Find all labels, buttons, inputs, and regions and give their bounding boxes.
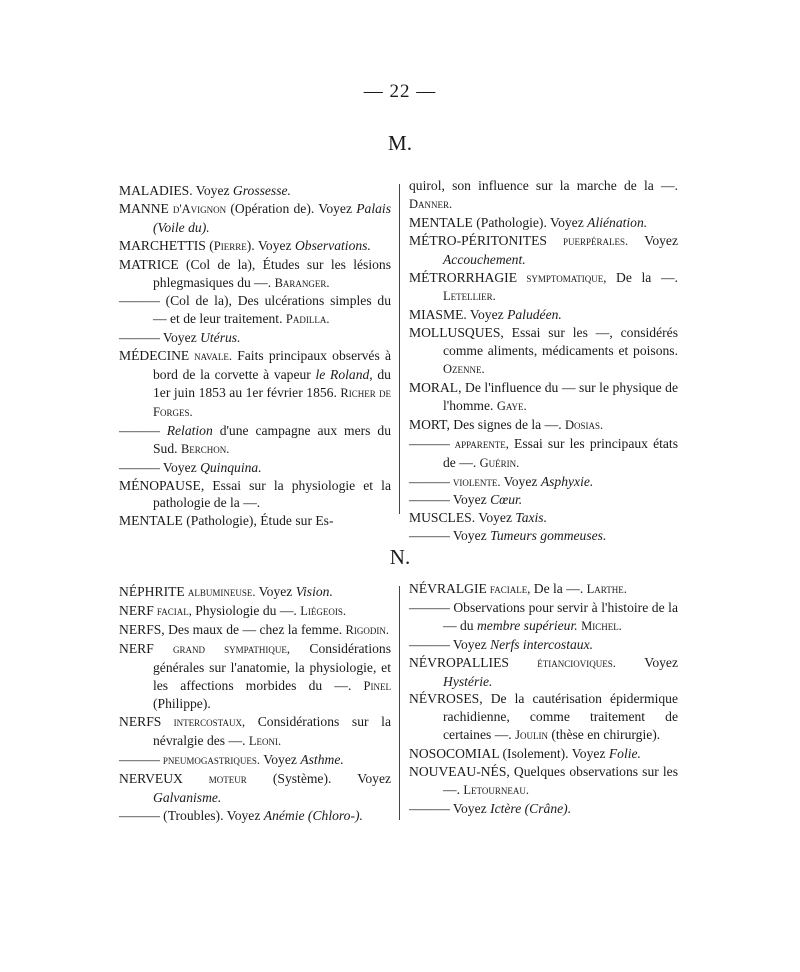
entry-text: Des signes de la —. (449, 416, 566, 432)
entry-author: Rigodin. (345, 622, 389, 637)
entry-headword: MARCHETTIS (119, 237, 206, 253)
entry-text: (Col de la), Des ulcérations simples du — et de leur traitement. (153, 293, 391, 327)
index-entry (119, 751, 391, 770)
entry-text: Essai sur la physiologie et la pathologie de la —. (153, 477, 391, 511)
entry-text: Voyez (192, 183, 233, 198)
entry-reference: Tumeurs gommeuses. (490, 528, 607, 544)
entry-reference: Anémie (Chloro-). (263, 807, 363, 823)
index-entry (409, 177, 678, 214)
index-entry (119, 459, 391, 477)
entry-headword: ——— (119, 422, 160, 438)
entry-headword: MÉDECINE (119, 348, 190, 364)
entry-author: Liégeois. (300, 603, 346, 618)
section-m-right-column (409, 177, 678, 545)
index-entry (119, 583, 391, 602)
index-entry (409, 654, 678, 691)
index-entry (119, 182, 391, 200)
entry-headword: NOSOCOMIAL (409, 746, 500, 762)
entry-reference: Utérus. (200, 330, 241, 346)
entry-qualifier: puerpérales. (546, 233, 629, 248)
entry-headword: ——— (119, 459, 160, 475)
section-letter-m: M. (388, 131, 412, 155)
entry-text: Considérations sur la névralgie des —. (153, 714, 391, 749)
entry-headword: ——— (119, 330, 160, 346)
entry-text: ). Voyez (246, 237, 295, 253)
entry-headword: MÉNOPAUSE, (119, 477, 205, 493)
entry-headword: MOLLUSQUES, (409, 325, 504, 341)
index-entry (119, 770, 391, 807)
index-entry (409, 269, 678, 307)
entry-reference: le Roland, (315, 367, 373, 383)
entry-author: Dosias. (565, 417, 604, 432)
index-entry (119, 329, 391, 347)
entry-text: Faits principaux observés à bord de la corvette à vapeur (153, 348, 391, 383)
entry-text: d'une campagne aux mers du Sud. (153, 422, 391, 456)
entry-reference: Palais (Voile du). (153, 200, 391, 235)
index-entry (409, 473, 678, 492)
index-entry (119, 200, 391, 237)
entry-author: Larthe. (586, 582, 627, 596)
entry-reference: Vision. (295, 584, 333, 599)
entry-text: Voyez (255, 584, 296, 599)
entry-headword: MENTALE (409, 214, 473, 230)
entry-qualifier: faciale, (486, 582, 531, 596)
entry-reference: Asthme. (300, 752, 344, 768)
entry-qualifier: d'Avignon (168, 201, 227, 216)
entry-reference: Hystérie. (443, 673, 493, 689)
entry-text: Essai sur les —, considérés comme aliments, médicaments et poisons. (443, 325, 678, 359)
entry-text: Voyez (475, 510, 516, 526)
index-entry (409, 745, 678, 763)
entry-reference: membre supérieur. (476, 617, 578, 633)
entry-reference: Quinquina. (200, 459, 262, 475)
index-entry (409, 491, 678, 509)
entry-text: (Col de la), Études sur les lésions phlegmasiques du —. (153, 256, 391, 290)
entry-headword: MUSCLES. (409, 510, 476, 526)
entry-text: (Philippe). (153, 696, 211, 712)
entry-headword: ——— (409, 800, 450, 816)
entry-headword: ——— (409, 528, 450, 544)
entry-author: Pinel (363, 678, 391, 693)
entry-headword: ——— (119, 752, 160, 768)
index-entry (119, 292, 391, 329)
index-entry (409, 527, 678, 545)
entry-author: Berchon. (180, 441, 230, 456)
entry-author: Leoni. (248, 734, 282, 749)
entry-reference: Ictère (Crâne). (490, 800, 572, 816)
entry-author: Michel. (581, 618, 622, 633)
entry-reference: Folie. (608, 746, 641, 762)
index-entry (119, 347, 391, 422)
entry-reference: Cœur. (490, 492, 523, 508)
entry-text: De la cautérisation épidermique rachidienne, comme traitement de certaines —. (443, 691, 678, 743)
index-entry (409, 214, 678, 232)
entry-qualifier: albumineuse. (184, 585, 256, 599)
entry-text: Observations pour servir à l'histoire de la — du (443, 599, 678, 633)
index-entry (119, 602, 391, 621)
entry-text: (Système). Voyez (246, 771, 392, 787)
entry-text: Physiologie du —. (191, 602, 301, 618)
entry-qualifier: Pierre (213, 238, 247, 253)
entry-headword: MATRICE (119, 256, 179, 272)
entry-qualifier: apparente, (449, 436, 509, 451)
index-entry (119, 237, 391, 256)
entry-author: Guérin. (479, 455, 520, 470)
index-entry (409, 435, 678, 473)
entry-headword: MANNE (119, 200, 169, 216)
entry-reference: Grossesse. (232, 183, 291, 198)
index-entry (409, 599, 678, 636)
entry-text: Considérations générales sur l'anatomie, la physiologie, et les affections morbides du —. (153, 640, 391, 693)
entry-text: Des maux de — chez la femme. (164, 621, 346, 637)
entry-reference: Paludéen. (507, 307, 562, 323)
index-entry (409, 232, 678, 269)
entry-headword: ——— (119, 807, 160, 823)
entry-headword: NÉPHRITE (119, 584, 185, 599)
entry-text: Voyez (466, 307, 508, 323)
section-n-right-column (409, 580, 678, 818)
entry-headword: MALADIES. (119, 183, 193, 198)
entry-headword: NÉVROPALLIES (409, 654, 509, 670)
section-m-left-column (119, 182, 391, 530)
entry-reference: Accouchement. (443, 251, 526, 267)
entry-text: Essai sur les principaux états de —. (443, 435, 678, 470)
index-entry (119, 640, 391, 714)
entry-text: Voyez (159, 459, 201, 475)
entry-headword: NERVEUX (119, 771, 183, 787)
entry-reference: Nerfs intercostaux. (490, 636, 594, 652)
entry-text: Voyez (615, 654, 678, 670)
index-entry (119, 477, 391, 513)
entry-text: De la —. (530, 581, 587, 596)
entry-reference: Relation (159, 422, 213, 438)
index-entry (119, 621, 391, 640)
entry-qualifier: étiancioviques. (508, 655, 616, 670)
entry-headword: MÉTRO-PÉRITONITES (409, 232, 547, 248)
index-entry (119, 256, 391, 293)
entry-headword: NERF (119, 602, 154, 618)
entry-reference: Taxis. (515, 510, 547, 526)
entry-headword: NERFS (119, 714, 162, 730)
entry-author: Letellier. (443, 289, 496, 304)
entry-headword: ——— (409, 636, 450, 652)
entry-headword: MENTALE (119, 513, 183, 529)
entry-headword: NÉVROSES, (409, 691, 483, 707)
entry-headword: NOUVEAU-NÉS, (409, 764, 510, 780)
entry-text: quirol, son influence sur la marche de la —. (409, 178, 678, 193)
entry-text: (Isolement). Voyez (499, 746, 609, 762)
entry-author: Letourneau. (463, 782, 529, 797)
entry-headword: ——— (409, 492, 450, 508)
entry-author: Danner. (409, 196, 453, 211)
entry-qualifier: facial, (153, 603, 192, 618)
entry-text: (Pathologie). Voyez (472, 214, 588, 230)
entry-qualifier: pneumogastriques. (159, 753, 261, 768)
entry-qualifier: grand sympathique, (153, 641, 290, 656)
entry-text: Voyez (449, 492, 491, 508)
entry-text: (thèse en chirurgie). (547, 727, 661, 743)
entry-text: Voyez (500, 473, 541, 489)
entry-author: Baranger. (274, 275, 330, 290)
index-entry (409, 636, 678, 654)
entry-text: (Opération de). Voyez (226, 200, 357, 216)
column-divider (399, 184, 400, 514)
entry-headword: NERFS, (119, 621, 165, 637)
entry-text: (Pathologie), Étude sur Es- (182, 513, 334, 529)
index-entry (119, 422, 391, 459)
entry-headword: ——— (119, 293, 160, 309)
index-entry (409, 763, 678, 800)
index-entry (119, 807, 391, 825)
entry-headword: ——— (409, 435, 450, 451)
entry-text: De l'influence du — sur le physique de l'homme. (443, 379, 678, 413)
entry-text: Voyez (260, 752, 301, 768)
entry-headword: MÉTRORRHAGIE (409, 269, 517, 285)
entry-qualifier: violente. (449, 474, 501, 489)
entry-qualifier: moteur (182, 772, 247, 787)
index-entry (409, 306, 678, 324)
entry-text: Quelques observations sur les —. (443, 764, 678, 797)
index-entry (409, 509, 678, 527)
page-number: — 22 — (363, 81, 437, 102)
entry-headword: MIASME. (409, 307, 467, 323)
index-entry (409, 379, 678, 416)
entry-text: Voyez (159, 330, 201, 346)
index-entry (119, 512, 391, 530)
index-entry (409, 690, 678, 745)
entry-text: (Troubles). Voyez (159, 807, 264, 823)
entry-headword: NERF (119, 640, 154, 656)
entry-text: Voyez (628, 232, 678, 248)
index-entry (409, 416, 678, 435)
index-entry (409, 800, 678, 818)
entry-reference: Aliénation. (587, 214, 648, 230)
entry-text: Voyez (449, 800, 491, 816)
entry-headword: ——— (409, 599, 450, 615)
entry-text: Voyez (449, 528, 491, 544)
index-entry (409, 580, 678, 599)
entry-text: du 1er juin 1853 au 1er février 1856. (153, 367, 391, 400)
entry-headword: ——— (409, 473, 450, 489)
entry-text: Voyez (449, 636, 491, 652)
index-entry (409, 324, 678, 379)
entry-headword: NÉVRALGIE (409, 581, 487, 596)
entry-headword: MORAL, (409, 379, 462, 395)
entry-reference: Asphyxie. (540, 473, 594, 489)
entry-author: Padilla. (285, 312, 330, 327)
entry-qualifier: intercostaux, (161, 715, 246, 730)
entry-reference: Galvanisme. (153, 789, 222, 805)
entry-author: Ozenne. (443, 362, 485, 377)
column-divider (399, 586, 400, 820)
entry-headword: MORT, (409, 416, 450, 432)
entry-qualifier: symptomatique, (517, 270, 607, 285)
entry-author: Gaye. (496, 398, 527, 413)
section-letter-n: N. (389, 545, 411, 569)
entry-author: Joulin (515, 728, 548, 743)
section-n-left-column (119, 583, 391, 825)
entry-qualifier: navale. (189, 349, 232, 364)
index-entry (119, 713, 391, 751)
entry-text: ( (205, 237, 214, 253)
entry-reference: Observations. (294, 237, 371, 253)
entry-author: Richer de Forges. (153, 385, 391, 419)
entry-text: De la —. (606, 269, 678, 285)
